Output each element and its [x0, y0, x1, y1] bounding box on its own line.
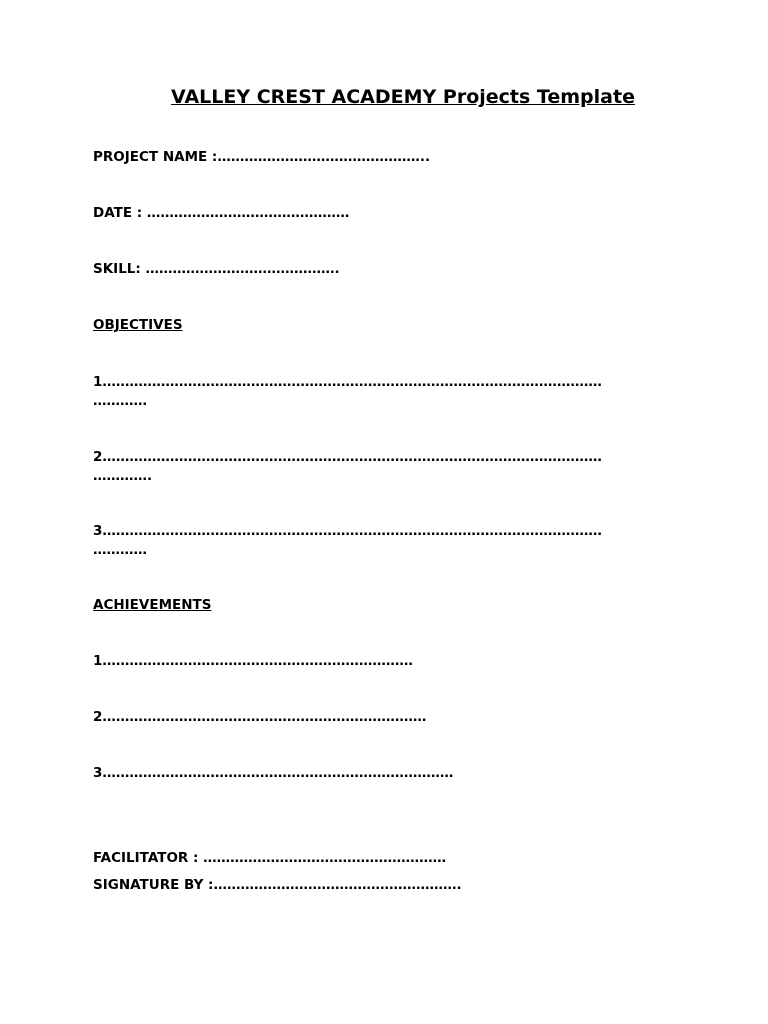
objective-3-continuation: …………: [93, 542, 147, 558]
facilitator-field: FACILITATOR : ………………………………………………: [93, 850, 447, 866]
objective-3-line: 3…………………………………………………………………………………………………: [93, 523, 602, 539]
page-title: VALLEY CREST ACADEMY Projects Template: [171, 86, 635, 108]
objective-2-continuation: ………….: [93, 468, 153, 484]
objective-1-continuation: …………: [93, 393, 147, 409]
achievement-3-line: 3……………………………………………………………………: [93, 765, 454, 781]
achievement-2-line: 2………………………………………………………………: [93, 709, 427, 725]
skill-field: SKILL: …………………………………….: [93, 261, 340, 277]
achievement-1-line: 1……………………………………………………………: [93, 653, 413, 669]
achievements-heading: ACHIEVEMENTS: [93, 597, 212, 613]
date-field: DATE : ………………………………………: [93, 205, 350, 221]
objectives-heading: OBJECTIVES: [93, 317, 183, 333]
objective-2-line: 2…………………………………………………………………………………………………: [93, 449, 602, 465]
project-name-field: PROJECT NAME :………………………………………..: [93, 149, 431, 165]
objective-1-line: 1…………………………………………………………………………………………………: [93, 374, 602, 390]
signature-field: SIGNATURE BY :……………………………………………….: [93, 877, 462, 893]
